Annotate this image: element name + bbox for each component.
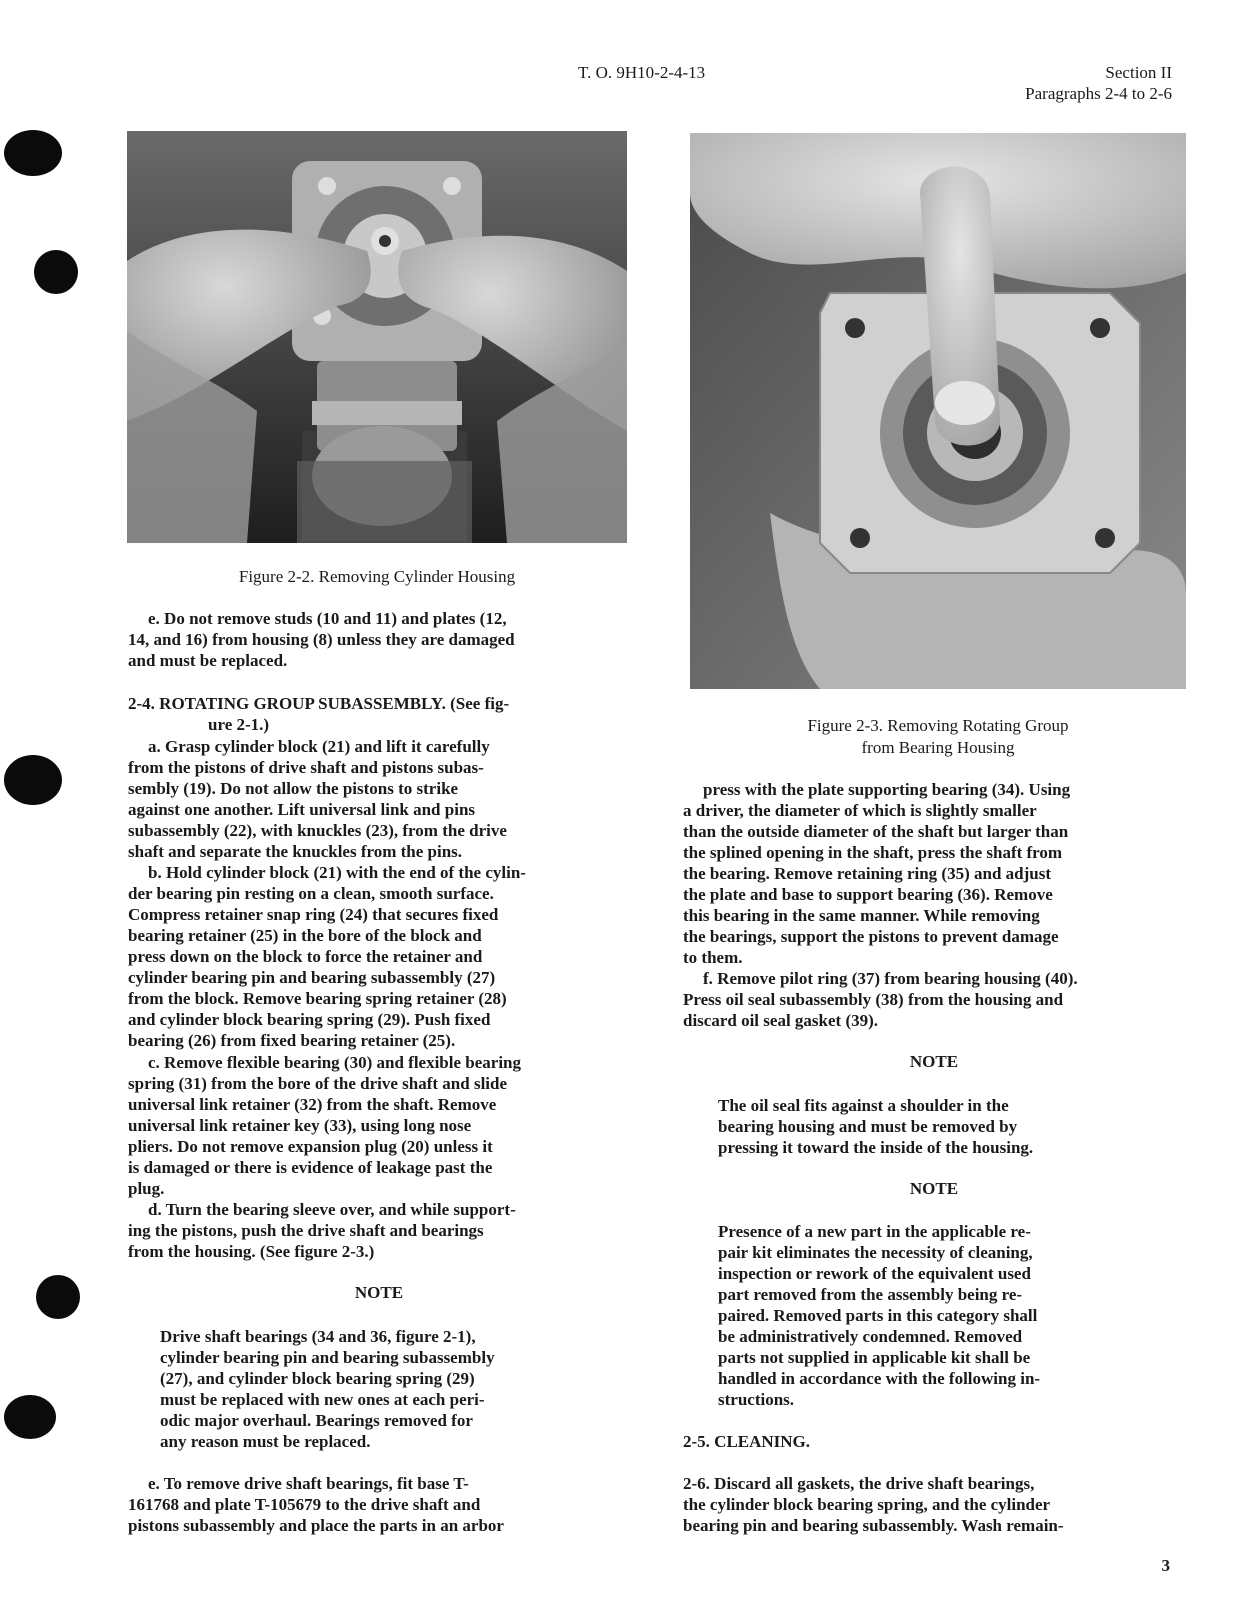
- doc-number: T. O. 9H10-2-4-13: [578, 63, 706, 82]
- text-line: to them.: [683, 948, 743, 967]
- text-line: plug.: [128, 1179, 165, 1198]
- text-line: der bearing pin resting on a clean, smooth surface.: [128, 884, 494, 903]
- para-2-6: [683, 1473, 1185, 1536]
- text-line: bearing (26) from fixed bearing retainer (25).: [128, 1031, 456, 1050]
- text-line: odic major overhaul. Bearings removed for: [160, 1411, 473, 1430]
- step-b: [128, 862, 630, 1051]
- text-line: sembly (19). Do not allow the pistons to strike: [128, 779, 459, 798]
- text-line: this bearing in the same manner. While removing: [683, 906, 1040, 925]
- text-line: structions.: [718, 1390, 795, 1409]
- text-line: bearing pin and bearing subassembly. Wash remain-: [683, 1516, 1064, 1535]
- text-line: universal link retainer key (33), using long nose: [128, 1116, 472, 1135]
- text-line: against one another. Lift universal link and pins: [128, 800, 476, 819]
- text-line: spring (31) from the bore of the drive shaft and slide: [128, 1074, 508, 1093]
- text-line: d. Turn the bearing sleeve over, and while support-: [148, 1200, 516, 1219]
- step-a: [128, 736, 630, 862]
- text-line: press down on the block to force the retainer and: [128, 947, 483, 966]
- text-line: Drive shaft bearings (34 and 36, figure 2-1),: [160, 1327, 476, 1346]
- text-line: ure 2-1.): [208, 715, 270, 734]
- text-line: the cylinder block bearing spring, and the cylinder: [683, 1495, 1051, 1514]
- note-text-2: [718, 1095, 1148, 1158]
- text-line: and cylinder block bearing spring (29). Push fixed: [128, 1010, 491, 1029]
- text-line: (27), and cylinder block bearing spring (29): [160, 1369, 475, 1388]
- text-line: cylinder bearing pin and bearing subassembly: [160, 1348, 495, 1367]
- step-e-housing: [128, 608, 630, 671]
- note-text-3: [718, 1221, 1148, 1410]
- text-line: cylinder bearing pin and bearing subassembly (27): [128, 968, 496, 987]
- binder-hole-2: [34, 250, 78, 294]
- heading-2-4: [128, 693, 630, 735]
- section-label: Section II: [1105, 63, 1172, 82]
- text-line: from the pistons of drive shaft and pistons subas-: [128, 758, 484, 777]
- text-line: c. Remove flexible bearing (30) and flexible bearing: [148, 1053, 522, 1072]
- note-text-1: [160, 1326, 600, 1452]
- text-line: be administratively condemned. Removed: [718, 1327, 1023, 1346]
- text-line: shaft and separate the knuckles from the pins.: [128, 842, 463, 861]
- text-line: bearing retainer (25) in the bore of the block and: [128, 926, 482, 945]
- figure-2-2-photo: [127, 131, 627, 543]
- text-line: ing the pistons, push the drive shaft and bearings: [128, 1221, 484, 1240]
- text-line: pistons subassembly and place the parts in an arbor: [128, 1516, 504, 1535]
- text-line: pliers. Do not remove expansion plug (20) unless it: [128, 1137, 493, 1156]
- step-f: [683, 968, 1185, 1031]
- text-line: Presence of a new part in the applicable re-: [718, 1222, 1031, 1241]
- paragraphs-label: Paragraphs 2-4 to 2-6: [1025, 84, 1172, 103]
- binder-hole-3: [4, 755, 62, 805]
- text-line: and must be replaced.: [128, 651, 288, 670]
- text-line: the bearing. Remove retaining ring (35) and adjust: [683, 864, 1052, 883]
- text-line: parts not supplied in applicable kit shall be: [718, 1348, 1031, 1367]
- figure-2-3-caption-line2: from Bearing Housing: [861, 738, 1015, 757]
- text-line: handled in accordance with the following in-: [718, 1369, 1041, 1388]
- text-line: the plate and base to support bearing (36). Remove: [683, 885, 1053, 904]
- text-line: than the outside diameter of the shaft but larger than: [683, 822, 1069, 841]
- step-d: [128, 1199, 630, 1262]
- text-line: discard oil seal gasket (39).: [683, 1011, 879, 1030]
- text-line: 2-6. Discard all gaskets, the drive shaft bearings,: [683, 1474, 1035, 1493]
- text-line: Compress retainer snap ring (24) that secures fixed: [128, 905, 499, 924]
- text-line: the bearings, support the pistons to prevent damage: [683, 927, 1059, 946]
- text-line: e. Do not remove studs (10 and 11) and plates (12,: [148, 609, 507, 628]
- text-line: 14, and 16) from housing (8) unless they are damaged: [128, 630, 515, 649]
- text-line: subassembly (22), with knuckles (23), from the drive: [128, 821, 507, 840]
- text-line: a driver, the diameter of which is slightly smaller: [683, 801, 1037, 820]
- text-line: must be replaced with new ones at each peri-: [160, 1390, 485, 1409]
- text-line: press with the plate supporting bearing (34). Using: [703, 780, 1071, 799]
- page-number: 3: [1161, 1556, 1170, 1575]
- continued-text: [683, 779, 1185, 968]
- figure-2-3-caption-line1: Figure 2-3. Removing Rotating Group: [807, 716, 1069, 735]
- text-line: pressing it toward the inside of the housing.: [718, 1138, 1034, 1157]
- note-heading-3: NOTE: [909, 1179, 959, 1198]
- binder-hole-1: [4, 130, 62, 176]
- note-heading-1: NOTE: [354, 1283, 404, 1302]
- step-c: [128, 1052, 630, 1199]
- heading-2-5: 2-5. CLEANING.: [683, 1432, 811, 1451]
- text-line: 2-4. ROTATING GROUP SUBASSEMBLY. (See fig-: [128, 694, 510, 713]
- figure-2-3-photo: [690, 133, 1186, 689]
- text-line: from the block. Remove bearing spring retainer (28): [128, 989, 507, 1008]
- text-line: any reason must be replaced.: [160, 1432, 371, 1451]
- binder-hole-5: [4, 1395, 56, 1439]
- text-line: f. Remove pilot ring (37) from bearing housing (40).: [703, 969, 1078, 988]
- text-line: the splined opening in the shaft, press the shaft from: [683, 843, 1063, 862]
- text-line: a. Grasp cylinder block (21) and lift it carefully: [148, 737, 490, 756]
- text-line: 161768 and plate T-105679 to the drive shaft and: [128, 1495, 481, 1514]
- text-line: from the housing. (See figure 2-3.): [128, 1242, 375, 1261]
- binder-hole-4: [36, 1275, 80, 1319]
- text-line: is damaged or there is evidence of leakage past the: [128, 1158, 493, 1177]
- step-e-bearings: [128, 1473, 630, 1536]
- text-line: part removed from the assembly being re-: [718, 1285, 1023, 1304]
- figure-2-2-caption: Figure 2-2. Removing Cylinder Housing: [238, 567, 516, 586]
- text-line: pair kit eliminates the necessity of cleaning,: [718, 1243, 1033, 1262]
- text-line: inspection or rework of the equivalent used: [718, 1264, 1031, 1283]
- text-line: b. Hold cylinder block (21) with the end of the cylin-: [148, 863, 526, 882]
- text-line: bearing housing and must be removed by: [718, 1117, 1018, 1136]
- text-line: e. To remove drive shaft bearings, fit base T-: [148, 1474, 469, 1493]
- note-heading-2: NOTE: [909, 1052, 959, 1071]
- text-line: Press oil seal subassembly (38) from the housing and: [683, 990, 1064, 1009]
- text-line: The oil seal fits against a shoulder in the: [718, 1096, 1009, 1115]
- text-line: universal link retainer (32) from the shaft. Remove: [128, 1095, 497, 1114]
- text-line: paired. Removed parts in this category shall: [718, 1306, 1038, 1325]
